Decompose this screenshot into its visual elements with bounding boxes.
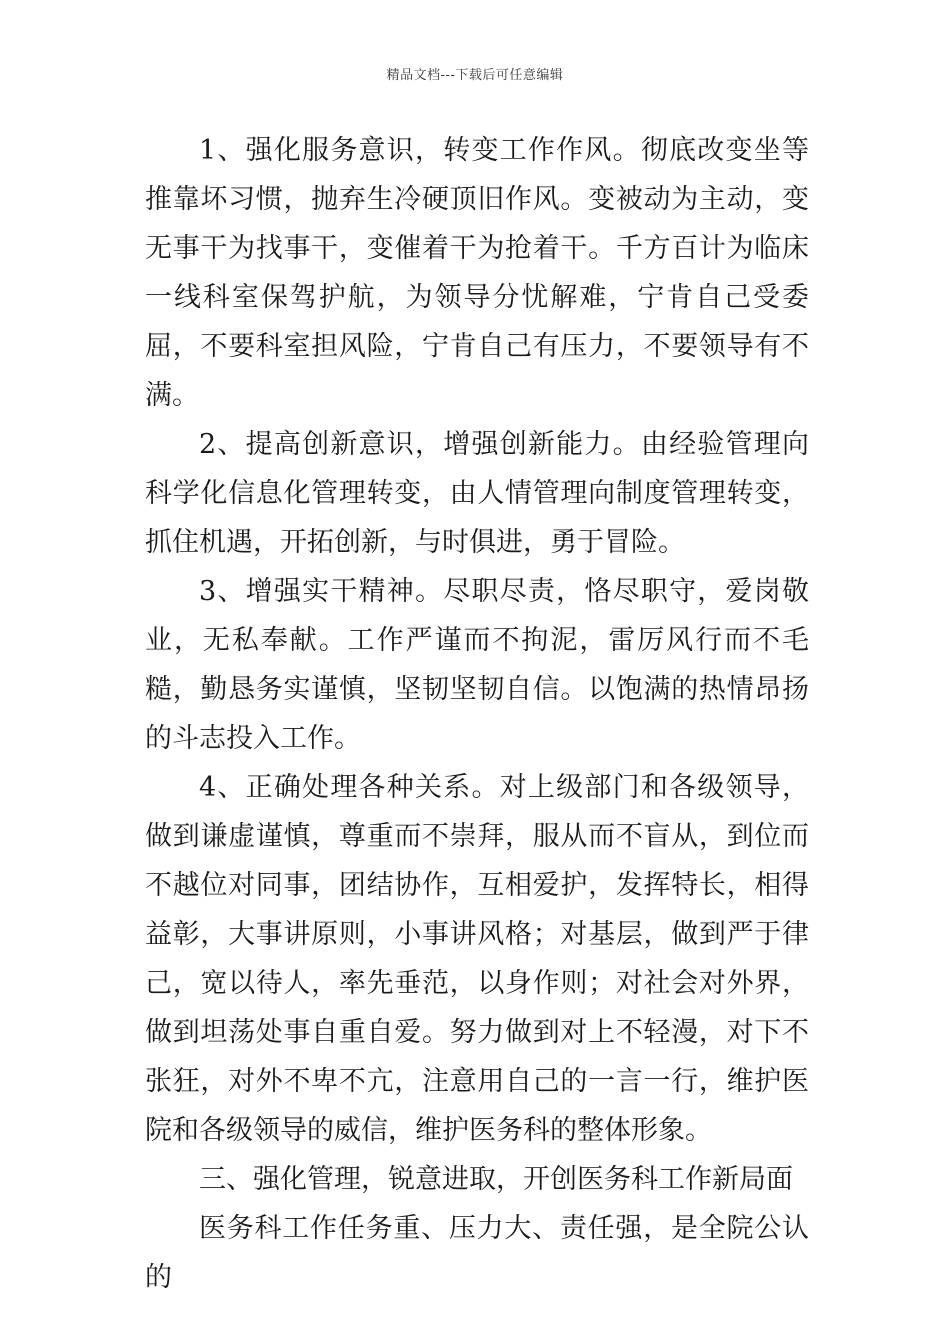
paragraph-service-awareness: 1、强化服务意识，转变工作作风。彻底改变坐等推靠坏习惯，抛弃生冷硬顶旧作风。变被动为主动，变无事干为找事干，变催着干为抢着干。千方百计为临床一线科室保驾护航，为领导分忧解难，宁肯自己受委屈，不要科室担风险，宁肯自己有压力，不要领导有不满。 [145, 135, 809, 411]
paragraph-practical-spirit: 3、增强实干精神。尽职尽责，恪尽职守，爱岗敬业，无私奉献。工作严谨而不拘泥，雷厉风行而不毛糙，勤恳务实谨慎，坚韧坚韧自信。以饱满的热情昂扬的斗志投入工作。 [145, 576, 809, 754]
page-header: 精品文档---下载后可任意编辑 [386, 68, 564, 83]
paragraph-relationships: 4、正确处理各种关系。对上级部门和各级领导，做到谦虚谨慎，尊重而不崇拜，服从而不盲从，到位而不越位对同事，团结协作，互相爱护，发挥特长，相得益彰，大事讲原则，小事讲风格；对基层，做到严于律己，宽以待人，率先垂范，以身作则；对社会对外界，做到坦荡处事自重自爱。努力做到对上不轻漫，对下不张狂，对外不卑不亢，注意用自己的一言一行，维护医院和各级领导的威信，维护医务科的整体形象。 [145, 772, 809, 1146]
section-heading-management: 三、强化管理，锐意进取，开创医务科工作新局面 [199, 1164, 793, 1195]
paragraph-medical-affairs: 医务科工作任务重、压力大、责任强，是全院公认的 [145, 1213, 809, 1293]
paragraph-innovation: 2、提高创新意识，增强创新能力。由经验管理向科学化信息化管理转变，由人情管理向制度管理转变，抓住机遇，开拓创新，与时俱进，勇于冒险。 [145, 429, 809, 558]
document-body [145, 126, 809, 1302]
